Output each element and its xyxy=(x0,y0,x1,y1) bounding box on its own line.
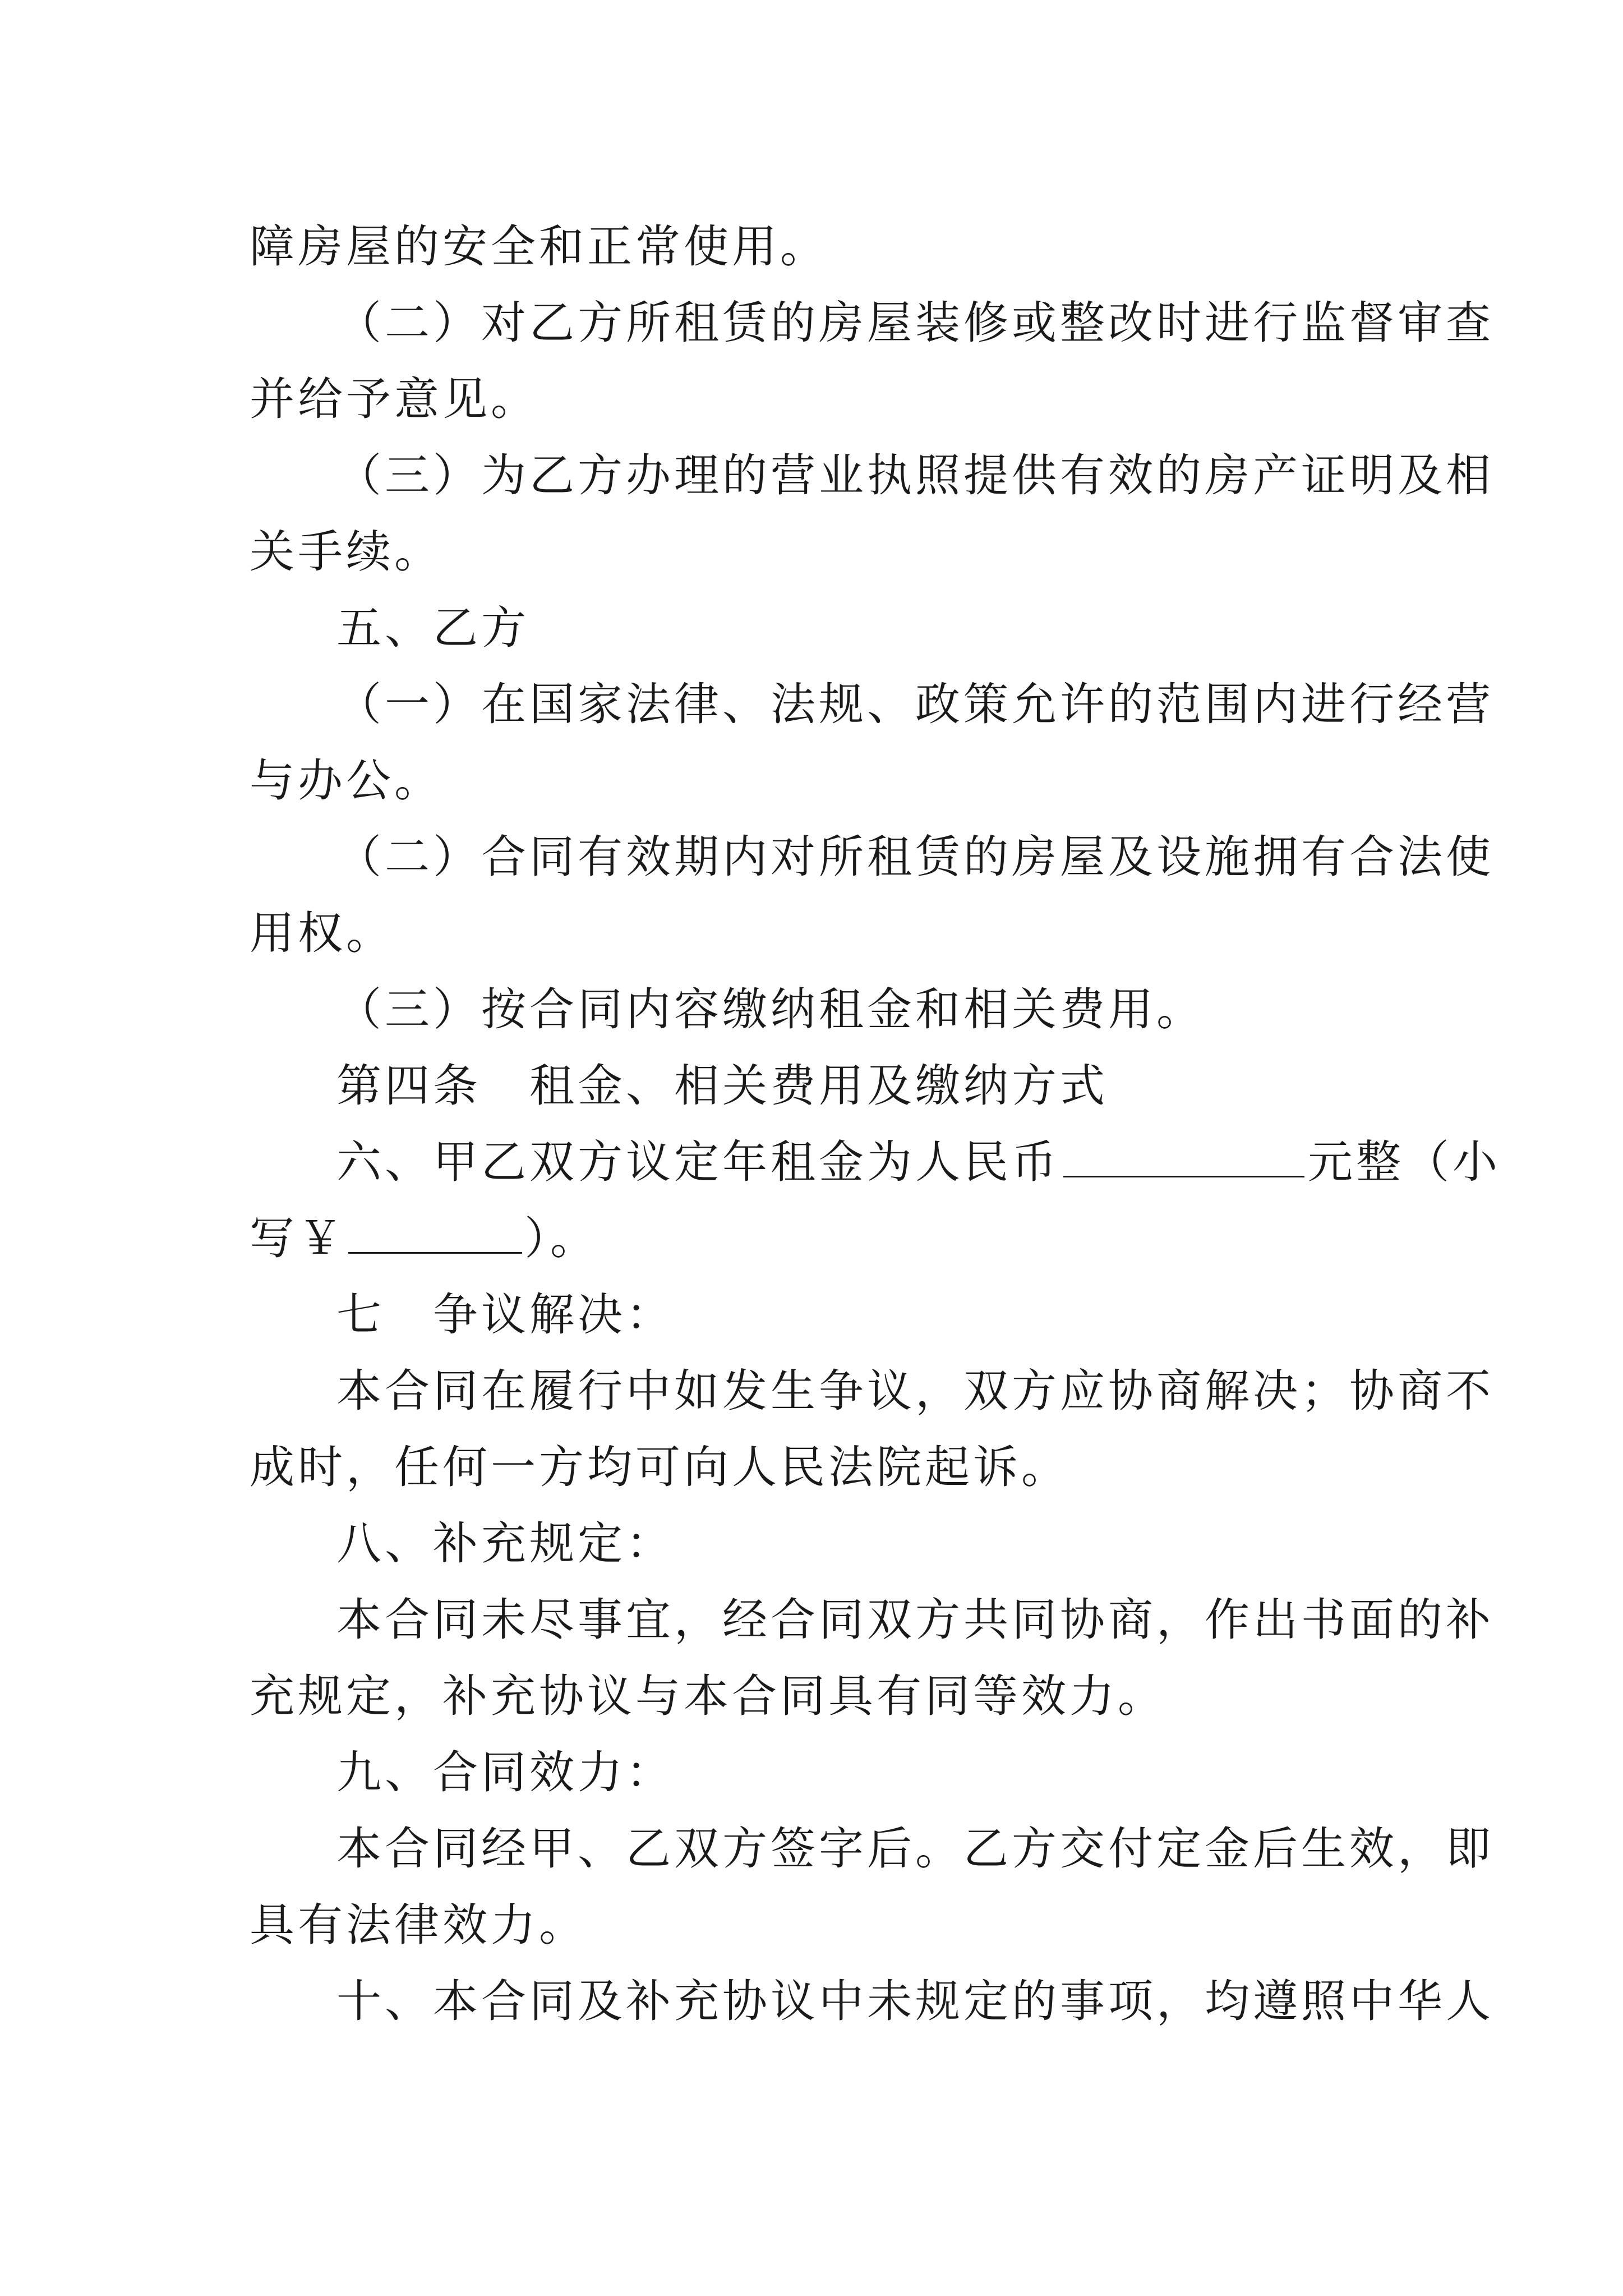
clause-line: （一）在国家法律、法规、政策允许的范围内进行经营 xyxy=(336,678,1494,730)
rent-clause-text: 六、甲乙双方议定年租金为人民币 xyxy=(336,1136,1060,1188)
clause-line: 本合同在履行中如发生争议，双方应协商解决；协商不 xyxy=(336,1365,1494,1417)
clause-line: 本合同未尽事宜，经合同双方共同协商，作出书面的补 xyxy=(336,1594,1494,1646)
rent-clause-text-end: ）。 xyxy=(524,1212,598,1264)
rent-amount-blank[interactable] xyxy=(1063,1135,1304,1177)
text-line: 关手续。 xyxy=(250,526,442,578)
text-line: 并给予意见。 xyxy=(250,373,539,425)
article-heading: 第四条 租金、相关费用及缴纳方式 xyxy=(336,1060,1108,1112)
section-heading: 八、补充规定： xyxy=(336,1517,674,1570)
text-line: 成时，任何一方均可向人民法院起诉。 xyxy=(250,1441,1069,1493)
section-heading: 七 争议解决： xyxy=(336,1289,674,1341)
section-heading: 九、合同效力： xyxy=(336,1746,674,1798)
text-line: 用权。 xyxy=(250,907,394,959)
clause-line: （二）对乙方所租赁的房屋装修或整改时进行监督审查 xyxy=(336,297,1494,349)
clause-line: （三）按合同内容缴纳租金和相关费用。 xyxy=(336,983,1205,1036)
text-line: 具有法律效力。 xyxy=(250,1899,587,1951)
rent-clause-text-end: 元整（小 xyxy=(1308,1136,1501,1188)
rent-clause-text: 写￥ xyxy=(250,1212,346,1264)
clause-line: 十、本合同及补充协议中未规定的事项，均遵照中华人 xyxy=(336,1975,1494,2027)
clause-line: 本合同经甲、乙双方签字后。乙方交付定金后生效，即 xyxy=(336,1823,1494,1875)
text-line: 障房屋的安全和正常使用。 xyxy=(250,220,828,273)
rent-amount-figure-blank[interactable] xyxy=(348,1212,522,1254)
clause-line: （二）合同有效期内对所租赁的房屋及设施拥有合法使 xyxy=(336,831,1494,883)
section-heading: 五、乙方 xyxy=(336,602,529,654)
rent-clause-line xyxy=(336,1135,1501,1189)
rent-clause-line-2 xyxy=(250,1212,1394,1266)
clause-line: （三）为乙方办理的营业执照提供有效的房产证明及相 xyxy=(336,449,1494,501)
text-line: 与办公。 xyxy=(250,754,442,807)
text-line: 充规定，补充协议与本合同具有同等效力。 xyxy=(250,1670,1166,1722)
